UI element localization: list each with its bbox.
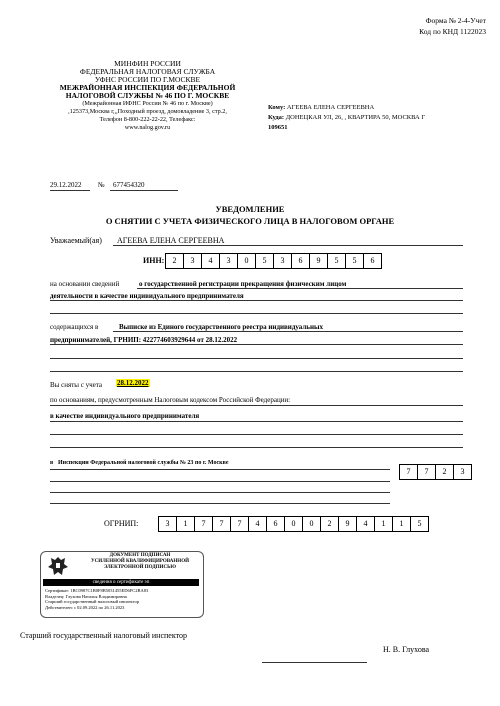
- coat-of-arms-icon: [47, 556, 69, 576]
- title-line-1: УВЕДОМЛЕНИЕ: [215, 204, 285, 214]
- owner-label: Владелец:: [45, 593, 65, 599]
- authority-line: УФНС РОССИИ ПО Г.МОСКВЕ: [94, 75, 201, 84]
- signature-header-line: ДОКУМЕНТ ПОДПИСАН: [109, 553, 171, 558]
- signature-header: [81, 553, 199, 571]
- inspection-prefix: в: [50, 460, 54, 466]
- digit-cell: 7: [399, 464, 418, 480]
- inspection-code-cells: [400, 464, 472, 480]
- contained-prefix: содержащихся в: [50, 323, 99, 331]
- basis-text-2: деятельности в качестве индивидуального предпринимателя: [50, 292, 244, 300]
- digit-cell: 1: [392, 516, 411, 532]
- digit-cell: 5: [255, 253, 274, 269]
- authority-website: www.nalog.gov.ru: [124, 124, 171, 131]
- recipient-name: АГЕЕВА ЕЛЕНА СЕРГЕЕВНА: [286, 104, 375, 111]
- notice-title: [0, 203, 500, 227]
- digit-cell: 9: [309, 253, 328, 269]
- authority-line: НАЛОГОВОЙ СЛУЖБЫ № 46 ПО Г. МОСКВЕ: [65, 91, 230, 100]
- signature-header-line: УСИЛЕННОЙ КВАЛИФИЦИРОВАННОЙ: [91, 559, 189, 564]
- digit-cell: 5: [327, 253, 346, 269]
- doc-number: 677454320: [113, 181, 145, 189]
- authority-line: МЕЖРАЙОННАЯ ИНСПЕКЦИЯ ФЕДЕРАЛЬНОЙ: [59, 83, 236, 92]
- where-label: Куда:: [268, 114, 285, 121]
- digit-cell: 6: [363, 253, 382, 269]
- inspection-name: Инспекции Федеральной налоговой службы № 23 по г. Москве: [58, 460, 229, 466]
- digit-cell: 3: [273, 253, 292, 269]
- authority-line: (Межрайонная ИФНС России № 46 по г. Москве): [82, 100, 213, 107]
- certificate-info-bar: сведения о сертификате эп: [43, 579, 199, 586]
- contained-text-2: предпринимателей, ГРНИП: 422774603929644 от 28.12.2022: [50, 336, 238, 344]
- contained-text-1: Выписке из Единого государственного реестра индивидуальных: [119, 323, 323, 331]
- valid-value: с 02.09.2022 по 26.11.2023: [74, 604, 125, 610]
- greeting-label: Уважаемый(ая): [50, 236, 102, 245]
- basis-text-1: о государственной регистрации прекращения физическим лицом: [139, 280, 347, 288]
- digit-cell: 2: [435, 464, 454, 480]
- doc-date: 29.12.2022: [50, 181, 82, 189]
- digit-cell: 6: [266, 516, 285, 532]
- digit-cell: 1: [176, 516, 195, 532]
- ogrnip-label: ОГРНИП:: [104, 519, 139, 528]
- grounds-value: в качестве индивидуального предпринимателя: [50, 412, 200, 420]
- digit-cell: 7: [194, 516, 213, 532]
- digit-cell: 2: [165, 253, 184, 269]
- digit-cell: 7: [417, 464, 436, 480]
- to-label: Кому:: [268, 104, 286, 111]
- basis-prefix: на основании сведений: [50, 280, 120, 288]
- cert-value: 1BC0987C1B0F8B5031455ED6FC2BA83: [70, 588, 149, 593]
- owner-value: Глухова Наталья Владимировна: [65, 593, 127, 599]
- digit-cell: 7: [230, 516, 249, 532]
- issuing-authority: [50, 60, 245, 132]
- authority-line: МИНФИН РОССИИ: [114, 59, 181, 68]
- signer-position: Старший государственный налоговый инспектор: [45, 599, 139, 605]
- recipient-block: [268, 103, 425, 133]
- authority-line: ФЕДЕРАЛЬНАЯ НАЛОГОВАЯ СЛУЖБА: [79, 67, 216, 76]
- certificate-details: [45, 588, 148, 610]
- valid-label: Действителен:: [45, 604, 73, 610]
- digit-cell: 9: [338, 516, 357, 532]
- digit-cell: 4: [201, 253, 220, 269]
- postcode: 109651: [268, 124, 288, 131]
- removal-date: 28.12.2022: [117, 379, 149, 387]
- digit-cell: 5: [410, 516, 429, 532]
- grounds-label: по основаниям, предусмотренным Налоговым кодексом Российской Федерации:: [50, 396, 291, 404]
- inspector-position: Старший государственный налоговый инспектор: [20, 631, 188, 640]
- cert-label: Сертификат:: [45, 588, 70, 593]
- title-line-2: О СНЯТИИ С УЧЕТА ФИЗИЧЕСКОГО ЛИЦА В НАЛОГОВОМ ОРГАНЕ: [105, 216, 395, 226]
- knd-code: Код по КНД 1122023: [419, 27, 486, 36]
- inn-cells: [166, 253, 382, 269]
- digit-cell: 6: [291, 253, 310, 269]
- taxpayer-name: АГЕЕВА ЕЛЕНА СЕРГЕЕВНА: [117, 236, 225, 245]
- ogrnip-cells: [159, 516, 429, 532]
- digit-cell: 2: [320, 516, 339, 532]
- digit-cell: 0: [237, 253, 256, 269]
- digit-cell: 3: [183, 253, 202, 269]
- digit-cell: 4: [356, 516, 375, 532]
- digit-cell: 5: [345, 253, 364, 269]
- signature-header-line: ЭЛЕКТРОННОЙ ПОДПИСЬЮ: [103, 565, 177, 570]
- inspector-name: Н. В. Глухова: [383, 645, 430, 654]
- removed-prefix: Вы сняты с учета: [50, 381, 102, 389]
- form-number: Форма № 2-4-Учет: [425, 16, 486, 25]
- digit-cell: 4: [248, 516, 267, 532]
- digit-cell: 3: [219, 253, 238, 269]
- digit-cell: 1: [374, 516, 393, 532]
- digit-cell: 0: [302, 516, 321, 532]
- digit-cell: 0: [284, 516, 303, 532]
- digit-cell: 7: [212, 516, 231, 532]
- inn-label: ИНН:: [143, 256, 165, 265]
- form-code-header: [419, 15, 486, 37]
- doc-no-label: №: [98, 181, 105, 189]
- recipient-address: ДОНЕЦКАЯ УЛ, 26, , КВАРТИРА 50, МОСКВА Г: [285, 114, 426, 121]
- digit-cell: 3: [158, 516, 177, 532]
- authority-address: ,125373,Москва г,,,Походный проезд, домовладение 3, стр.2,: [68, 108, 227, 115]
- digit-cell: 3: [453, 464, 472, 480]
- authority-phone: Телефон 8-800-222-22-22, Телефакс:: [99, 116, 196, 123]
- electronic-signature-stamp: [40, 551, 204, 618]
